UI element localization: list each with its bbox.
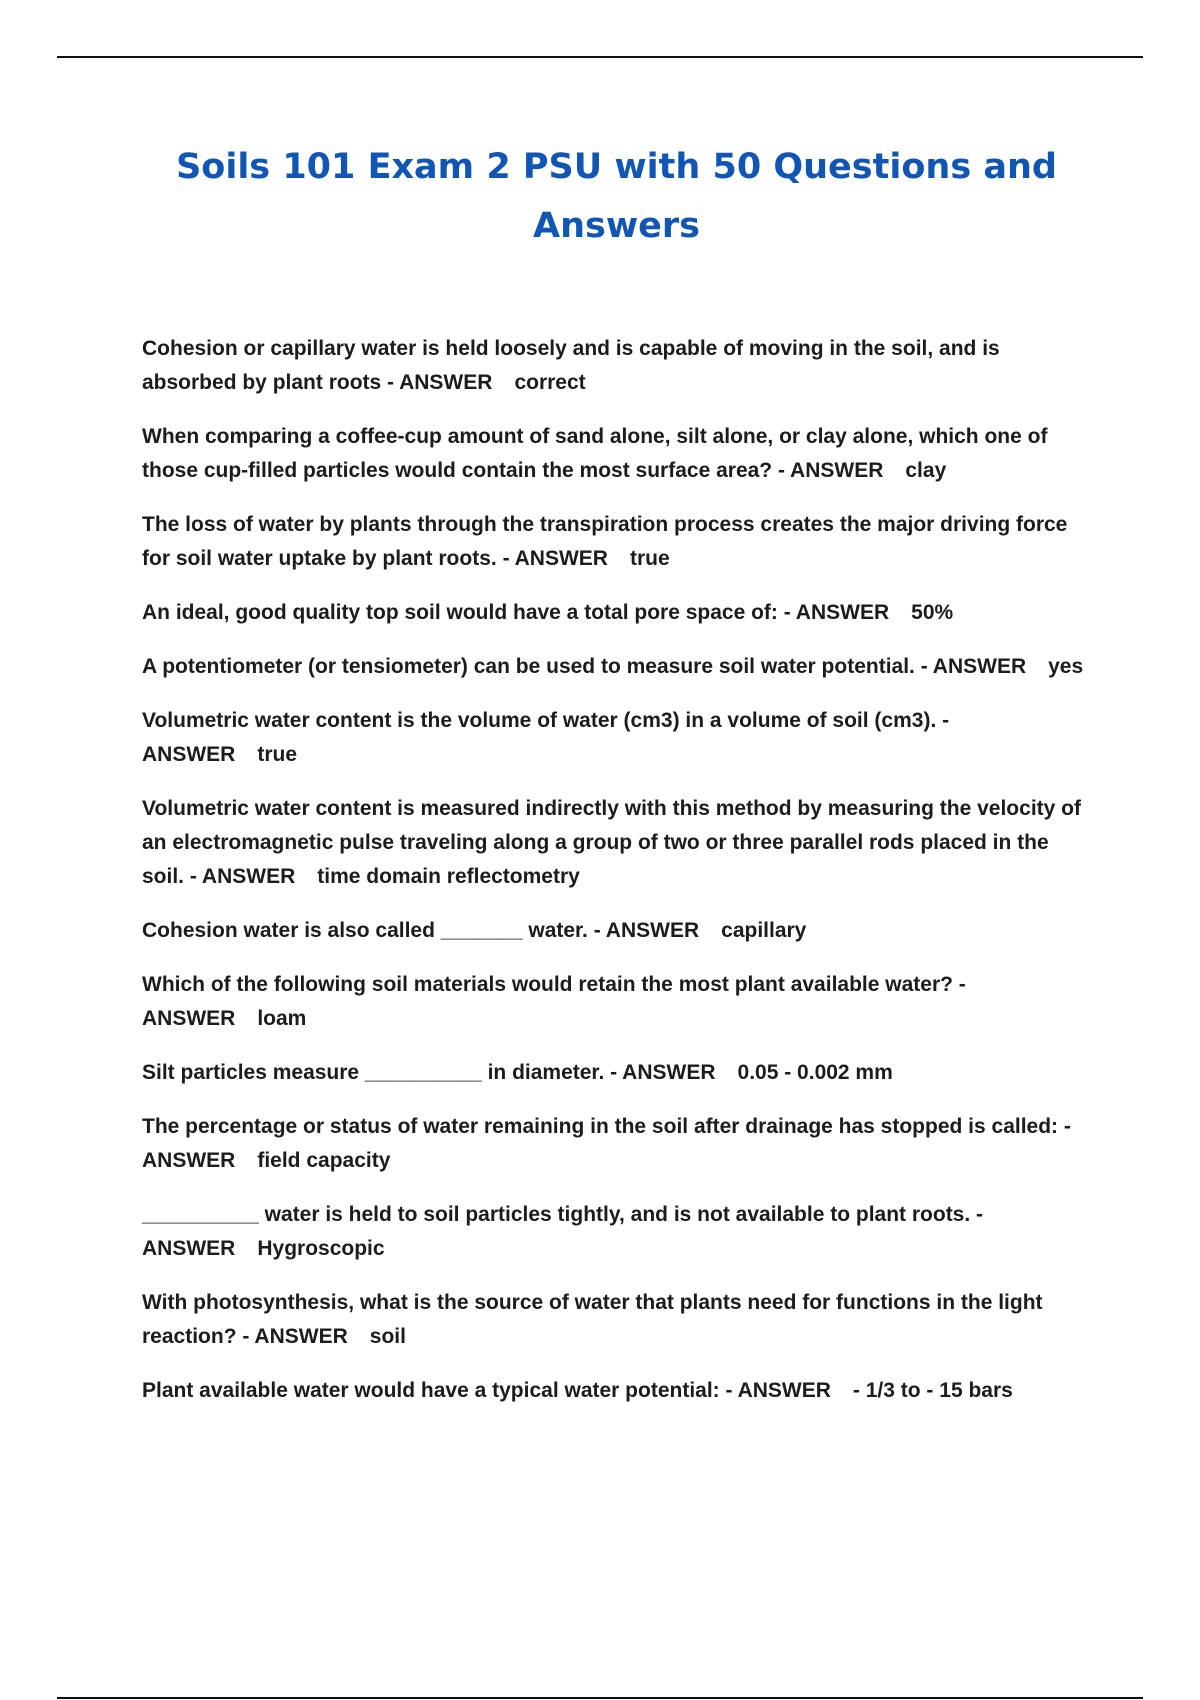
answer-label: - ANSWER — [777, 459, 884, 482]
answer-text: true — [629, 547, 670, 570]
question-text: Which of the following soil materials would retain the most plant available water? — [142, 973, 953, 996]
question-item — [142, 332, 1088, 400]
question-item — [142, 420, 1088, 488]
answer-text: Hygroscopic — [257, 1237, 385, 1260]
question-item — [142, 596, 1088, 630]
answer-text: - 1/3 to - 15 bars — [852, 1379, 1013, 1402]
answer-label: - ANSWER — [142, 973, 966, 1030]
answer-text: time domain reflectometry — [317, 865, 580, 888]
answer-label: - ANSWER — [387, 371, 493, 394]
question-item — [142, 1286, 1088, 1354]
answer-label: - ANSWER — [189, 865, 296, 888]
answer-text: correct — [514, 371, 586, 394]
answer-text: loam — [257, 1007, 307, 1030]
answer-label: - ANSWER — [610, 1061, 716, 1084]
question-item — [142, 792, 1088, 894]
footer-rule — [57, 1697, 1143, 1699]
question-text: With photosynthesis, what is the source of water that plants need for functions in the light reaction? — [142, 1291, 1043, 1348]
question-item — [142, 914, 1088, 948]
question-text: An ideal, good quality top soil would have a total pore space of: — [142, 601, 778, 624]
question-item — [142, 508, 1088, 576]
answer-text: field capacity — [257, 1149, 391, 1172]
question-item — [142, 650, 1088, 684]
document-title: Soils 101 Exam 2 PSU with 50 Questions and Answers — [176, 147, 1057, 246]
question-text: Volumetric water content is measured indirectly with this method by measuring the velocity of an electromagnetic pulse traveling along a group of two or three parallel rods placed in the soil. — [142, 797, 1081, 888]
question-text: Plant available water would have a typical water potential: — [142, 1379, 720, 1402]
answer-text: 50% — [911, 601, 954, 624]
question-text: A potentiometer (or tensiometer) can be used to measure soil water potential. — [142, 655, 915, 678]
question-text: When comparing a coffee-cup amount of sand alone, silt alone, or clay alone, which one of those cup-filled particles would contain the most surface area? — [142, 425, 1048, 482]
answer-label: - ANSWER — [725, 1379, 831, 1402]
question-item — [142, 1198, 1088, 1266]
question-item — [142, 704, 1088, 772]
question-text: Silt particles measure __________ in diameter. — [142, 1061, 605, 1084]
question-item — [142, 1056, 1088, 1090]
answer-label: - ANSWER — [920, 655, 1027, 678]
answer-label: - ANSWER — [142, 1203, 984, 1260]
answer-text: true — [257, 743, 298, 766]
answer-text: capillary — [721, 919, 807, 942]
question-text: Volumetric water content is the volume of water (cm3) in a volume of soil (cm3). — [142, 709, 937, 732]
question-list — [142, 332, 1088, 1428]
answer-text: soil — [369, 1325, 406, 1348]
answer-label: - ANSWER — [783, 601, 890, 624]
answer-label: - ANSWER — [502, 547, 608, 570]
answer-label: - ANSWER — [242, 1325, 348, 1348]
question-text: Cohesion or capillary water is held loosely and is capable of moving in the soil, and is absorbed by plant roots — [142, 337, 1000, 394]
question-item — [142, 1374, 1088, 1408]
question-item — [142, 968, 1088, 1036]
answer-label: - ANSWER — [142, 1115, 1071, 1172]
question-text: The percentage or status of water remaining in the soil after drainage has stopped is called: — [142, 1115, 1059, 1138]
answer-text: clay — [905, 459, 947, 482]
question-item — [142, 1110, 1088, 1178]
question-text: __________ water is held to soil particles tightly, and is not available to plant roots. — [142, 1203, 971, 1226]
answer-label: - ANSWER — [142, 709, 950, 766]
question-text: Cohesion water is also called _______ water. — [142, 919, 588, 942]
header-rule — [57, 56, 1143, 58]
answer-label: - ANSWER — [593, 919, 700, 942]
answer-text: 0.05 - 0.002 mm — [737, 1061, 893, 1084]
question-text: The loss of water by plants through the transpiration process creates the major driving force for soil water uptake by plant roots. — [142, 513, 1068, 570]
answer-text: yes — [1048, 655, 1084, 678]
